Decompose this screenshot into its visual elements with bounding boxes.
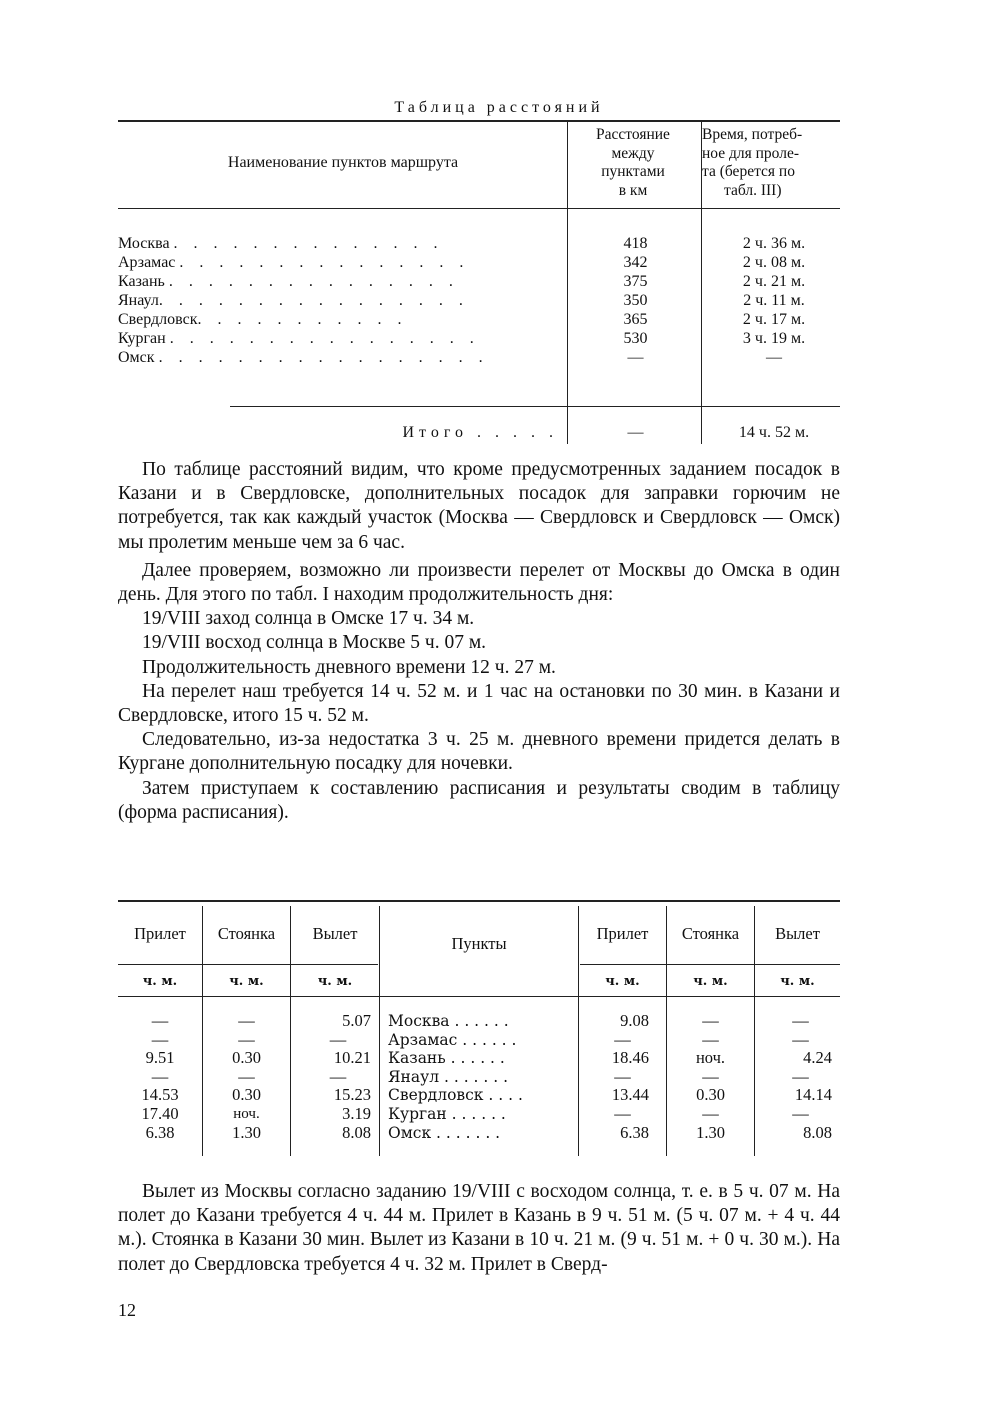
table-cell: Москва . . . . . .: [388, 1012, 509, 1030]
table-row: Арзамас . . . . . . . . . . . . . . . 342 2 ч. 08 м.: [118, 254, 806, 271]
table-cell: —: [329, 1066, 347, 1086]
table-cell: 6.38: [145, 1122, 175, 1142]
table-cell: —: [238, 1011, 255, 1030]
table-cell: Арзамас . . . . . .: [388, 1030, 517, 1049]
table-cell: —: [238, 1066, 255, 1086]
header-arrival: Прилет: [134, 924, 186, 943]
table-cell: —: [151, 1029, 169, 1049]
schedule-table: [118, 900, 840, 1170]
unit-label: ч. м.: [142, 974, 178, 989]
unit-rule: [118, 964, 378, 965]
table-cell: 14.53: [141, 1085, 179, 1105]
header-stay-return: Стоянка: [681, 924, 740, 943]
paragraph: Вылет из Москвы согласно заданию 19/VIII с восходом солнца, т. е. в 5 ч. 07 м. На полет до Казани требуется 4 ч. 44 м. Прилет в Казань в 9 ч. 51 м. (5 ч. 07 м. + 4 ч. 44 м.). Стоянка в Казани 30 мин. Вылет из Казани в 10 ч. 21 м. (9 ч. 51 м. + 0 ч. 30 м.). На полет до Свердловска требуется 4 ч. 32 м. Прилет в Сверд-: [118, 1181, 840, 1275]
table-cell: 0.30: [232, 1085, 261, 1105]
table-cell: 9.08: [620, 1011, 649, 1030]
column-header-name: Наименование пунктов маршрута: [227, 154, 459, 171]
table-cell: Янаул . . . . . . .: [388, 1067, 509, 1086]
paragraph: Затем приступаем к составлению расписания и результаты сводим в таблицу (форма расписания).: [118, 777, 840, 823]
paragraph: Следовательно, из-за недостатка 3 ч. 25 м. дневного времени придется делать в Кургане дополнительную посадку для ночевки.: [118, 729, 840, 775]
table-cell: —: [614, 1104, 631, 1123]
table-row: Свердловск. . . . . . . . . . . 365 2 ч. 17 м.: [118, 311, 806, 328]
table-cell: —: [614, 1029, 631, 1049]
table-row: Омск . . . . . . . . . . . . . . . . . — —: [118, 349, 782, 366]
header-departure: Вылет: [312, 924, 358, 943]
table-cell: 13.44: [611, 1085, 649, 1105]
table-cell: 0.30: [696, 1085, 725, 1105]
table-cell: 5.07: [342, 1011, 371, 1030]
table-cell: —: [151, 1011, 169, 1030]
table-cell: —: [792, 1066, 809, 1086]
table-cell: —: [702, 1104, 719, 1123]
sunrise-line: 19/VIII восход солнца в Москве 5 ч. 07 м.: [142, 632, 487, 654]
distance-table-body: [118, 234, 840, 367]
table-cell: Омск . . . . . . .: [388, 1123, 501, 1142]
table-cell: —: [792, 1104, 809, 1123]
table-cell: —: [702, 1066, 719, 1086]
distance-table-section: [118, 96, 840, 460]
table-row: Янаул. . . . . . . . . . . . . . . . 350 2 ч. 11 м.: [118, 292, 805, 309]
header-stay: Стоянка: [217, 924, 276, 943]
table-row: Москва . . . . . . . . . . . . . . 418 2 ч. 36 м.: [118, 235, 806, 252]
table-row: Казань . . . . . . . . . . . . . . . 375 2 ч. 21 м.: [118, 273, 806, 290]
table-cell: Курган . . . . . .: [388, 1105, 506, 1123]
table-cell: Свердловск . . . .: [388, 1086, 523, 1105]
daylight-line: Продолжительность дневного времени 12 ч. 27 м.: [142, 656, 556, 678]
table-cell: —: [792, 1011, 809, 1030]
table-cell: 8.08: [342, 1122, 371, 1142]
header-arrival-return: Прилет: [596, 924, 649, 943]
table-cell: 1.30: [232, 1122, 261, 1142]
header-departure-return: Вылет: [775, 924, 820, 943]
total-rule: [230, 406, 840, 407]
table-cell: 15.23: [333, 1085, 371, 1105]
distance-table: [118, 120, 840, 460]
table-cell: 0.30: [232, 1048, 261, 1068]
table-cell: —: [702, 1011, 719, 1030]
unit-label: ч. м.: [317, 974, 353, 989]
table-cell: —: [151, 1066, 169, 1086]
table-cell: 18.46: [611, 1048, 649, 1068]
table-cell: Казань . . . . . .: [388, 1049, 505, 1068]
column-header-time: Время, потреб- ное для проле- та (берется по табл. III): [702, 126, 803, 199]
column-header-distance: Расстояние между пунктами в км: [596, 126, 670, 199]
table-cell: 3.19: [342, 1104, 371, 1123]
table-cell: —: [329, 1029, 347, 1049]
total-row: Итого . . . . . — 14 ч. 52 м.: [402, 424, 810, 441]
table-cell: ноч.: [695, 1048, 726, 1068]
body-text-bottom: [118, 1180, 840, 1277]
table-cell: 1.30: [696, 1122, 725, 1142]
table-cell: 10.21: [333, 1048, 371, 1068]
table-cell: ноч.: [233, 1106, 260, 1122]
table-top-rule: [118, 900, 840, 902]
paragraph: На перелет наш требуется 14 ч. 52 м. и 1 час на остановки по 30 мин. в Казани и Свердловске, итого 15 ч. 52 м.: [118, 680, 840, 727]
header-points: Пункты: [451, 934, 507, 953]
table-row: Курган . . . . . . . . . . . . . . . . 530 3 ч. 19 м.: [118, 330, 806, 347]
table-cell: —: [702, 1029, 719, 1049]
paragraph: По таблице расстояний видим, что кроме предусмотренных заданием посадок в Казани и в Свердловске, дополнительных посадок для заправки горючим не потребуется, так как каждый участок (Москва — Свердловск и Свердловск — Омск) мы пролетим меньше чем за 6 час.: [118, 459, 840, 553]
distance-table-title: Таблица расстояний: [394, 99, 604, 116]
table-cell: 8.08: [803, 1122, 832, 1142]
table-header-rule: [118, 996, 840, 997]
unit-rule: [580, 964, 840, 965]
unit-label: ч. м.: [605, 974, 640, 989]
table-cell: 14.14: [794, 1085, 832, 1105]
table-cell: —: [614, 1066, 631, 1086]
unit-label: ч. м.: [780, 974, 815, 989]
unit-label: ч. м.: [229, 974, 264, 989]
unit-label: ч. м.: [693, 974, 728, 989]
sunset-line: 19/VIII заход солнца в Омске 17 ч. 34 м.: [142, 608, 475, 630]
table-cell: 6.38: [620, 1122, 649, 1142]
table-top-rule: [118, 120, 840, 122]
table-cell: 17.40: [141, 1104, 179, 1123]
table-cell: —: [792, 1029, 809, 1049]
table-cell: 4.24: [803, 1048, 832, 1068]
paragraph: Далее проверяем, возможно ли произвести перелет от Москвы до Омска в один день. Для этого по табл. I находим продолжительность дня:: [118, 559, 840, 606]
page-number: 12: [118, 1300, 136, 1320]
table-header-rule: [118, 208, 840, 209]
table-cell: —: [238, 1029, 255, 1049]
table-cell: 9.51: [145, 1048, 175, 1068]
body-text: [118, 458, 840, 825]
